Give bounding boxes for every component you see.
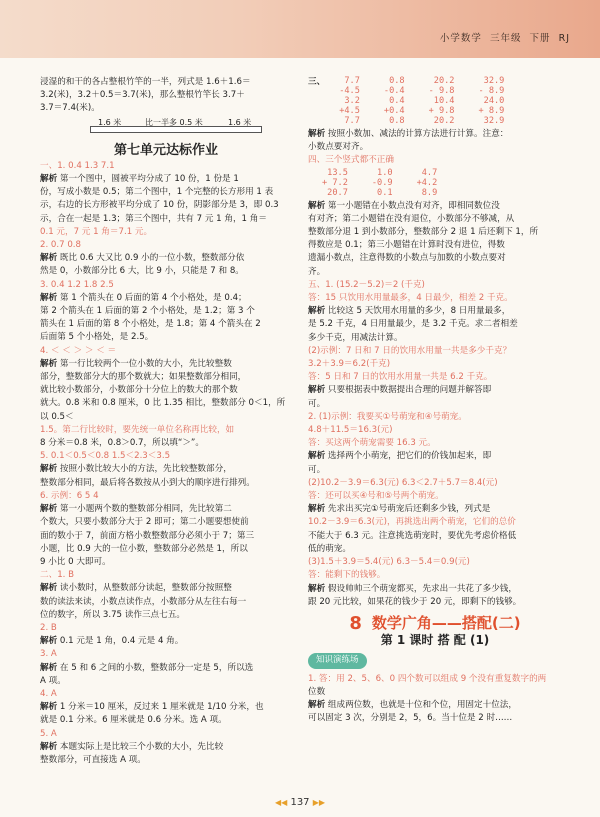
- analysis-label: 解析: [40, 504, 58, 515]
- answer-line: 就大。0.8 米和 0.8 厘米，0 比 1.35 相比，整数部分 0＜1，所以 0.5＜: [40, 398, 286, 422]
- answer-line: 是 5.2 千克，4 日用量最少，是 3.2 千克。求二者相差: [308, 319, 518, 330]
- answer-line: 2. (1)示例：我要买①号萌宠和④号萌宠。: [308, 411, 467, 422]
- answer-line: 整数部分退 1 到小数部分，整数部分 2 退 1 后还剩下 1，所: [308, 227, 539, 238]
- analysis-label: 解析: [40, 464, 58, 475]
- left-answer-lines: [40, 160, 292, 767]
- analysis-label: 解析: [308, 306, 326, 317]
- unit-number: 8: [349, 612, 362, 634]
- answer-line: 解析 第一行比较两个一位小数的大小，先比较整数: [40, 358, 232, 369]
- segment-label-a: 1.6 米: [98, 117, 122, 127]
- page-number: 137: [290, 797, 310, 808]
- vertical-calcs: [339, 76, 504, 126]
- answer-line: 解析 在 5 和 6 之间的小数，整数部分一定是 5，所以选: [40, 662, 254, 673]
- answer-line: 答：能剩下的钱够。: [308, 570, 386, 581]
- answer-line: 1.5。第二行比较时，要先统一单位名称再比较，如: [40, 424, 235, 435]
- intro-line: 浸湿的和干的各占整根竹竿的一半，列式是 1.6＋1.6＝: [40, 77, 251, 87]
- answer-line: 解析 按照小数加、减法的计算方法进行计算。注意：: [308, 129, 509, 139]
- answer-line: 跟 20 元比较，如果花的钱少于 20 元，即剩下的钱够。: [308, 596, 522, 607]
- right-answer-lines-2: [308, 200, 562, 609]
- section-three-label: 三、: [308, 77, 326, 87]
- answer-line: 然是 0，小数部分比 6 大，比 9 小，只能是 7 和 8。: [40, 266, 244, 277]
- analysis-label: 解析: [40, 358, 58, 369]
- answer-line: 0.1 元，7 元 1 角＝7.1 元。: [40, 226, 153, 237]
- answer-line: 就是 0.1 分米。6 厘米就是 0.6 分米。选 A 项。: [40, 715, 227, 726]
- answer-line: 解析 假设帅帅三个萌宠都买，先求出一共花了多少钱，: [308, 583, 517, 594]
- vertical-calc: 1.0 -0.9 0.1: [371, 167, 393, 198]
- answer-line: 部分，整数部分大的那个数就大；如果整数部分相同，: [40, 372, 247, 383]
- intro-line: 3.7＝7.4(米)。: [40, 103, 100, 114]
- answer-line: 个数大，只要小数部分大于 2 即可；第二小题要想使前: [40, 517, 249, 528]
- answer-line: 五、1. (15.2－5.2)＝2 (千克): [308, 279, 425, 290]
- unit-assignment-title: 第七单元达标作业: [113, 142, 218, 158]
- vertical-calc: 7.7 -4.5 3.2 +4.5 7.7: [339, 76, 360, 126]
- answer-line: 后面第 5 个小格处，是 2.5。: [40, 332, 154, 343]
- answer-line: 解析 组成两位数，也就是十位和个位，用固定十位法，: [308, 699, 517, 710]
- bamboo-diagram: [40, 118, 292, 140]
- analysis-label: 解析: [40, 741, 58, 752]
- answer-line: 答：15 只饮用水用量最多，4 日最少，相差 2 千克。: [308, 293, 513, 304]
- answer-line: 解析 比较这 5 天饮用水用量的多少，8 日用量最多，: [308, 306, 511, 317]
- answer-line: 4.8＋11.5＝16.3(元): [308, 425, 393, 436]
- answer-line: 可以固定 3 次，分别是 2，5，6。当十位是 2 时……: [308, 713, 513, 724]
- segment-label-b: 比一半多 0.5 米: [145, 117, 203, 127]
- answer-line: 解析 本题实际上是比较三个小数的大小，先比较: [40, 741, 224, 752]
- unit-title: 数学广角——搭配(二): [371, 613, 521, 632]
- answer-line: 一、1. 0.4 1.3 7.1: [40, 160, 115, 171]
- vertical-calc: 32.9 - 8.9 24.0 + 8.9 32.9: [478, 76, 505, 126]
- answer-line: 小题，比 0.9 大的一位小数，整数部分必然是 1，所以: [40, 543, 248, 554]
- header-edition: RJ: [558, 33, 570, 44]
- answer-line: 答：买这两个萌宠需要 16.3 元。: [308, 438, 436, 449]
- header-grade: 三年级: [489, 33, 522, 44]
- answer-line: 解析 第 1 个箭头在 0 后面的第 4 个小格处，是 0.4；: [40, 292, 247, 303]
- answer-line: 2. B: [40, 622, 57, 633]
- right-answer-lines-1: [308, 128, 562, 168]
- intro-line: 3.2(米)，3.2＋0.5＝3.7(米)，那么整根竹竿长 3.7＋: [40, 90, 245, 101]
- answer-line: 可。: [308, 464, 326, 475]
- answer-line: (2)示例：7 日和 7 日的饮用水用量一共是多少千克？: [308, 345, 512, 356]
- answer-line: 整数部分相同，最后将各数按从小到大的顺序进行排列。: [40, 477, 255, 488]
- header-breadcrumb: [440, 30, 570, 44]
- analysis-label: 解析: [308, 504, 326, 515]
- answer-line: 箭头在 1 后面的第 8 个小格处，是 1.8；第 4 个箭头在 2: [40, 319, 261, 330]
- answer-line: 得数应是 0.1；第三小题错在计算时没有进位，得数: [308, 240, 505, 251]
- answer-line: 就比较小数部分，小数部分十分位上的数大的那个数: [40, 385, 238, 396]
- answer-line: 答：5 日和 7 日的饮用水用量一共是 6.2 千克。: [308, 372, 493, 383]
- lesson-title: 第 1 课时 搭 配 (1): [380, 633, 490, 648]
- answer-line: 第 2 个箭头在 1 后面的第 2 个小格处，是 1.2；第 3 个: [40, 306, 255, 317]
- segment-label-c: 1.6 米: [228, 117, 252, 127]
- vertical-calcs-2: [322, 168, 562, 198]
- answer-line: 可。: [308, 398, 326, 409]
- analysis-label: 解析: [40, 583, 58, 594]
- answer-line: 四、三个竖式都不正确: [308, 155, 394, 166]
- answer-line: 不能大于 6.3 元。注意挑选萌宠时，要优先考虑价格低: [308, 530, 517, 541]
- answer-line: 面的数小于 7，前面方格小数整数部分必须小于 7；第三: [40, 530, 255, 541]
- page-footer: [255, 797, 345, 808]
- answer-line: 2. 0.7 0.8: [40, 240, 81, 251]
- answer-line: 解析 既比 0.6 大又比 0.9 小的一位小数，整数部分依: [40, 253, 245, 264]
- analysis-label: 解析: [308, 129, 326, 139]
- vertical-calc: 0.8 -0.4 0.4 +0.4 0.8: [383, 76, 405, 126]
- answer-line: 答：还可以买④号和⑤号两个萌宠。: [308, 491, 444, 502]
- answer-line: 9 小比 0 大即可。: [40, 556, 111, 567]
- header-band: [0, 0, 600, 58]
- vertical-calc: 4.7 +4.2 8.9: [416, 167, 438, 198]
- analysis-label: 解析: [308, 699, 326, 710]
- answer-line: 示，右边的长方形被平均分成了 10 份，阴影部分是 3，即 0.3: [40, 200, 279, 211]
- analysis-label: 解析: [40, 292, 58, 303]
- practice-chip: 知识演练场: [308, 653, 367, 668]
- answer-line: 多少千克，用减法计算。: [308, 332, 403, 343]
- answer-line: 解析 1 分米＝10 厘米，反过来 1 厘米就是 1/10 分米，也: [40, 702, 264, 713]
- answer-line: 解析 按照小数比较大小的方法，先比较整数部分，: [40, 464, 232, 475]
- unit-heading: [308, 612, 562, 634]
- answer-line: 齐。: [308, 266, 326, 277]
- prev-arrows-icon: ◀◀: [274, 798, 288, 807]
- analysis-label: 解析: [308, 451, 326, 462]
- analysis-label: 解析: [40, 253, 58, 264]
- answer-line: 份，写成小数是 0.5；第二个图中，1 个完整的长方形用 1 表: [40, 187, 274, 198]
- left-column: [40, 76, 292, 767]
- answer-line: (3)1.5＋3.9＝5.4(元) 6.3－5.4＝0.9(元): [308, 557, 470, 568]
- header-volume: 下册: [529, 33, 551, 44]
- answer-line: 有对齐；第二小题错在没有退位，小数部分不够减，从: [308, 213, 515, 224]
- analysis-label: 解析: [40, 662, 58, 673]
- vertical-calc: 20.2 - 9.8 10.4 + 9.8 20.2: [428, 76, 455, 126]
- next-arrows-icon: ▶▶: [312, 798, 326, 807]
- analysis-label: 解析: [308, 385, 326, 396]
- header-subject: 小学数学: [439, 33, 482, 44]
- answer-line: 示，合在一起是 1.3；第三个图中，共有 7 元 1 角，1 角＝: [40, 213, 267, 224]
- answer-line: 解析 先求出买完①号萌宠后还剩多少钱，列式是: [308, 504, 491, 515]
- answer-line: 整数部分，可直接选 A 项。: [40, 754, 146, 765]
- answer-line: 3. 0.4 1.2 1.8 2.5: [40, 279, 114, 290]
- answer-line: 解析 第一小题两个数的整数部分相同，先比较第二: [40, 504, 232, 515]
- answer-line: 3.2＋3.9＝6.2(千克): [308, 359, 391, 370]
- answer-line: 解析 选择两个小萌宠，把它们的价钱加起来，即: [308, 451, 492, 462]
- analysis-label: 解析: [40, 702, 58, 713]
- answer-line: (2)10.2－3.9＝6.3(元) 6.3＜2.7＋5.7＝8.4(元): [308, 477, 498, 488]
- answer-line: 低的萌宠。: [308, 543, 351, 554]
- answer-line: 位的数字，所以 3.75 读作三点七五。: [40, 609, 185, 620]
- answer-line: 解析 读小数时，从整数部分读起，整数部分按照整: [40, 583, 232, 594]
- answer-line: 3. A: [40, 649, 57, 660]
- answer-line: 4. A: [40, 688, 57, 699]
- answer-line: 5. 0.1＜0.5＜0.8 1.5＜2.3＜3.5: [40, 451, 171, 462]
- vertical-calc: 13.5 + 7.2 20.7: [322, 167, 348, 198]
- right-answer-lines-3: [308, 673, 562, 726]
- answer-line: 二、1. B: [40, 570, 75, 581]
- answer-line: 数的读法来读，小数点读作点，小数部分从左往右每一: [40, 596, 247, 607]
- answer-line: 解析 只要根据表中数据提出合理的问题并解答即: [308, 385, 492, 396]
- answer-line: 1. 答：用 2、5、6、0 四个数可以组成 9 个没有重复数字的两: [308, 673, 547, 684]
- analysis-label: 解析: [308, 200, 326, 211]
- answer-line: 5. A: [40, 728, 57, 739]
- analysis-label: 解析: [40, 636, 58, 647]
- answer-line: 解析 第一小题错在小数点没有对齐，即相同数位没: [308, 200, 500, 211]
- answer-line: 8 分米＝0.8 米，0.8＞0.7，所以填“＞”。: [40, 438, 204, 449]
- answer-line: 解析 第一个图中，圆被平均分成了 10 份，1 份是 1: [40, 174, 239, 185]
- analysis-label: 解析: [308, 583, 326, 594]
- right-column: [308, 76, 562, 725]
- answer-line: 6. 示例：6 5 4: [40, 490, 99, 501]
- answer-line: 小数点要对齐。: [308, 142, 369, 153]
- answer-line: 10.2－3.9＝6.3(元)，再挑选出两个萌宠，它们的总价: [308, 517, 516, 528]
- answer-line: A 项。: [40, 675, 66, 686]
- answer-line: 位数: [308, 686, 326, 697]
- answer-line: 解析 0.1 元是 1 角，0.4 元是 4 角。: [40, 636, 184, 647]
- answer-line: 4. ＜ ＜ ＞ ＞ ＜ ＝: [40, 345, 117, 356]
- analysis-label: 解析: [40, 174, 58, 185]
- answer-line: 遗漏小数点，注意得数的小数点与加数的小数点要对: [308, 253, 506, 264]
